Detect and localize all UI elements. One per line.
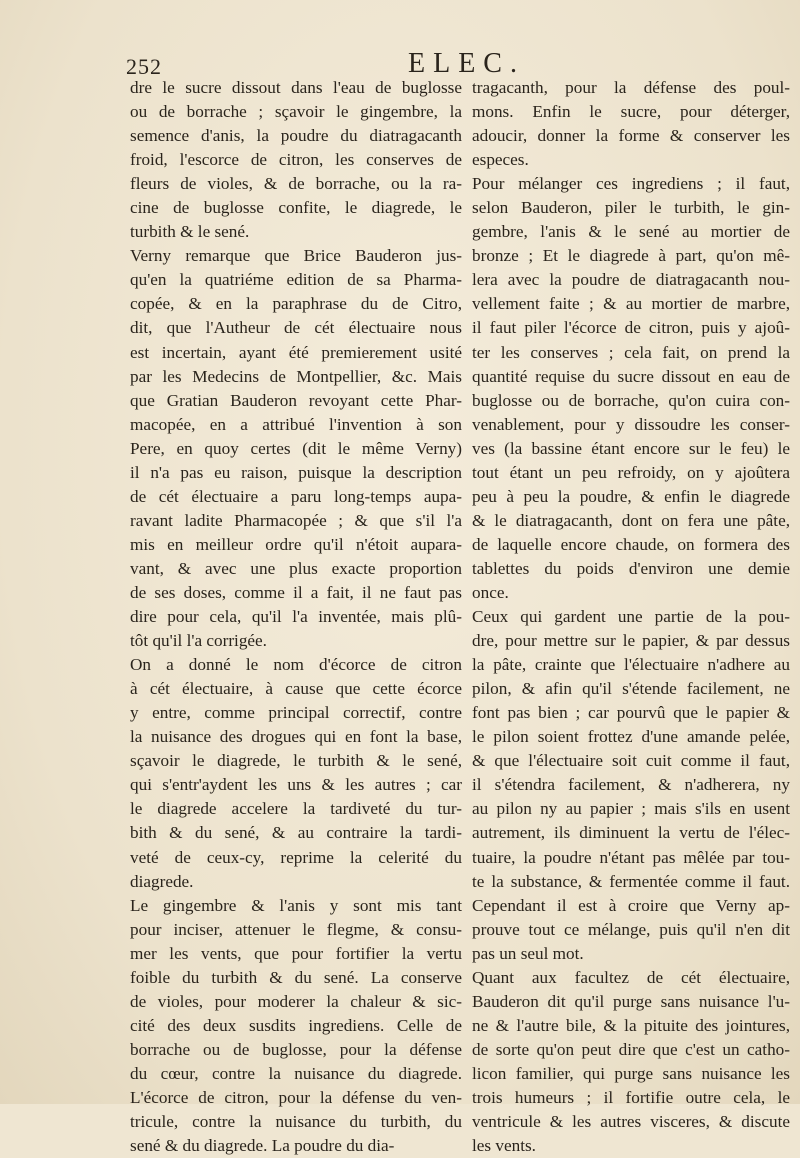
text-line: mons. Enfin le sucre, pour déterger,	[472, 102, 790, 122]
text-line: once.	[472, 582, 509, 602]
text-line: la nuisance des drogues qui en font la base,	[130, 727, 462, 747]
text-line: ravant ladite Pharmacopée ; & que s'il l'a	[130, 510, 462, 530]
text-line: qu'en la quatriéme edition de sa Pharma-	[130, 270, 462, 290]
text-line: le pilon soient frottez d'une amande pelée,	[472, 727, 790, 747]
text-line: quantité requise du sucre dissout en eau de	[472, 366, 790, 386]
text-line: peu à peu la poudre, & enfin le diagrede	[472, 486, 790, 506]
text-line: dre le sucre dissout dans l'eau de buglosse	[130, 78, 462, 97]
text-line: pilon, & afin qu'il s'étende facilement, ne	[472, 679, 790, 699]
text-line: Quant aux facultez de cét électuaire,	[472, 967, 790, 987]
text-line: Verny remarque que Brice Bauderon jus-	[130, 246, 462, 266]
text-line: tout étant un peu refroidy, on y ajoûtera	[472, 462, 790, 482]
text-line: Ceux qui gardent une partie de la pou-	[472, 607, 790, 627]
text-line: Pour mélanger ces ingrediens ; il faut,	[472, 174, 790, 194]
text-line: buglosse ou de borrache, qu'on cuira con-	[472, 390, 790, 410]
text-line: de violes, pour moderer la chaleur & sic-	[130, 991, 462, 1011]
text-line: dre, pour mettre sur le papier, & par dessus	[472, 631, 790, 651]
text-line: Le gingembre & l'anis y sont mis tant	[130, 895, 462, 915]
text-line: tablettes du poids d'environ une demie	[472, 558, 790, 578]
text-line: bith & du sené, & au contraire la tardi-	[130, 823, 462, 843]
text-line: il faut piler l'écorce de citron, puis y ajoû-	[472, 318, 790, 338]
text-line: autrement, ils diminuent la vertu de l'élec-	[472, 823, 790, 843]
text-line: te la substance, & fermentée comme il faut.	[472, 871, 790, 891]
text-line: selon Bauderon, piler le turbith, le gin-	[472, 198, 790, 218]
text-line: pour inciser, attenuer le flegme, & consu-	[130, 919, 462, 939]
text-line: licon familier, qui purge sans nuisance les	[472, 1063, 790, 1083]
text-line: semence d'anis, la poudre du diatragacanth	[130, 126, 462, 146]
text-line: L'écorce de citron, pour la défense du ven-	[130, 1087, 462, 1107]
right-text-column	[472, 76, 790, 1158]
text-line: lera avec la poudre de diatragacanth nou-	[472, 270, 790, 290]
text-line: cité des deux susdits ingrediens. Celle de	[130, 1015, 462, 1035]
text-line: vellement faite ; & au mortier de marbre,	[472, 294, 790, 314]
text-line: ves (la bassine étant encore sur le feu) le	[472, 438, 790, 458]
text-line: veté de ceux-cy, reprime la celerité du	[130, 847, 462, 867]
text-line: il n'a pas eu raison, puisque la description	[130, 462, 462, 482]
text-line: turbith & le sené.	[130, 222, 250, 242]
text-line: qui s'entr'aydent les uns & les autres ; car	[130, 775, 462, 795]
text-line: tricule, contre la nuisance du turbith, du	[130, 1112, 462, 1132]
text-line: vant, & avec une plus exacte proportion	[130, 558, 462, 578]
text-line: ter les conserves ; cela fait, on prend la	[472, 342, 790, 362]
text-line: froid, l'escorce de citron, les conserves de	[130, 150, 462, 170]
text-line: On a donné le nom d'écorce de citron	[130, 655, 462, 675]
text-line: Bauderon dit qu'il purge sans nuisance l'u-	[472, 991, 790, 1011]
text-line: dit, que l'Autheur de cét électuaire nous	[130, 318, 462, 338]
text-line: est incertain, ayant été premierement usité	[130, 342, 462, 362]
text-line: du cœur, contre la nuisance du diagrede.	[130, 1063, 462, 1083]
text-line: & le diatragacanth, dont on fera une pâte,	[472, 510, 790, 530]
text-line: mer les vents, que pour fortifier la vertu	[130, 943, 462, 963]
text-line: pas un seul mot.	[472, 943, 584, 963]
text-line: tuaire, la poudre n'étant pas mêlée par tou-	[472, 847, 790, 867]
text-line: Cependant il est à croire que Verny ap-	[472, 895, 790, 915]
text-line: les vents.	[472, 1136, 536, 1156]
left-text-column	[130, 76, 462, 1158]
text-line: adoucir, donner la forme & conserver les	[472, 126, 790, 146]
text-line: macopée, en a attribué l'invention à son	[130, 414, 462, 434]
text-line: bronze ; Et le diagrede à part, qu'on mê-	[472, 246, 790, 266]
text-line: Pere, en quoy certes (dit le même Verny)	[130, 438, 462, 458]
page-number: 252	[126, 54, 162, 79]
text-line: il s'étendra facilement, & n'adherera, ny	[472, 775, 790, 795]
text-line: de cét électuaire a paru long-temps aupa-	[130, 486, 462, 506]
text-line: la pâte, crainte que l'électuaire n'adhere au	[472, 655, 790, 675]
text-line: de laquelle encore chaude, on formera des	[472, 534, 790, 554]
text-line: de ses doses, comme il a fait, il ne faut pas	[130, 582, 462, 602]
text-line: prouve tout ce mélange, puis qu'il n'en dit	[472, 919, 790, 939]
text-line: venablement, pour y dissoudre les conser-	[472, 414, 790, 434]
text-line: diagrede.	[130, 871, 194, 891]
text-line: font pas bien ; car pourvû que le papier &	[472, 703, 790, 723]
text-line: de sorte qu'on peut dire que c'est un catho-	[472, 1039, 790, 1059]
text-line: trois humeurs ; il fortifie outre cela, le	[472, 1087, 790, 1107]
text-line: tôt qu'il l'a corrigée.	[130, 631, 267, 651]
text-line: mis en meilleur ordre qu'il n'étoit aupara-	[130, 534, 462, 554]
running-title: ELEC.	[408, 48, 525, 79]
text-line: ventricule & les autres visceres, & discute	[472, 1112, 790, 1132]
text-line: foible du turbith & du sené. La conserve	[130, 967, 462, 987]
text-line: & que l'électuaire soit cuit comme il faut,	[472, 751, 790, 771]
text-line: ou de borrache ; sçavoir le gingembre, la	[130, 102, 462, 122]
text-line: sené & du diagrede. La poudre du dia-	[130, 1136, 395, 1156]
text-line: à cét électuaire, à cause que cette écorce	[130, 679, 462, 699]
text-line: borrache ou de buglosse, pour la défense	[130, 1039, 462, 1059]
text-line: y entre, comme principal correctif, contre	[130, 703, 462, 723]
text-line: ne & l'autre bile, & la pituite des jointures,	[472, 1015, 790, 1035]
text-line: especes.	[472, 150, 529, 170]
text-line: au pilon ny au papier ; mais s'ils en usent	[472, 799, 790, 819]
text-line: tragacanth, pour la défense des poul-	[472, 78, 790, 97]
text-line: que Gratian Bauderon revoyant cette Phar-	[130, 390, 462, 410]
text-line: gembre, l'anis & le sené au mortier de	[472, 222, 790, 242]
text-line: par les Medecins de Montpellier, &c. Mais	[130, 366, 462, 386]
text-line: fleurs de violes, & de borrache, ou la ra-	[130, 174, 462, 194]
text-line: cine de buglosse confite, le diagrede, le	[130, 198, 462, 218]
text-line: le diagrede accelere la tardiveté du tur-	[130, 799, 462, 819]
text-line: sçavoir le diagrede, le turbith & le sené,	[130, 751, 462, 771]
text-line: dire pour cela, qu'il l'a inventée, mais plû-	[130, 607, 462, 627]
text-line: copée, & en la paraphrase du de Citro,	[130, 294, 462, 314]
